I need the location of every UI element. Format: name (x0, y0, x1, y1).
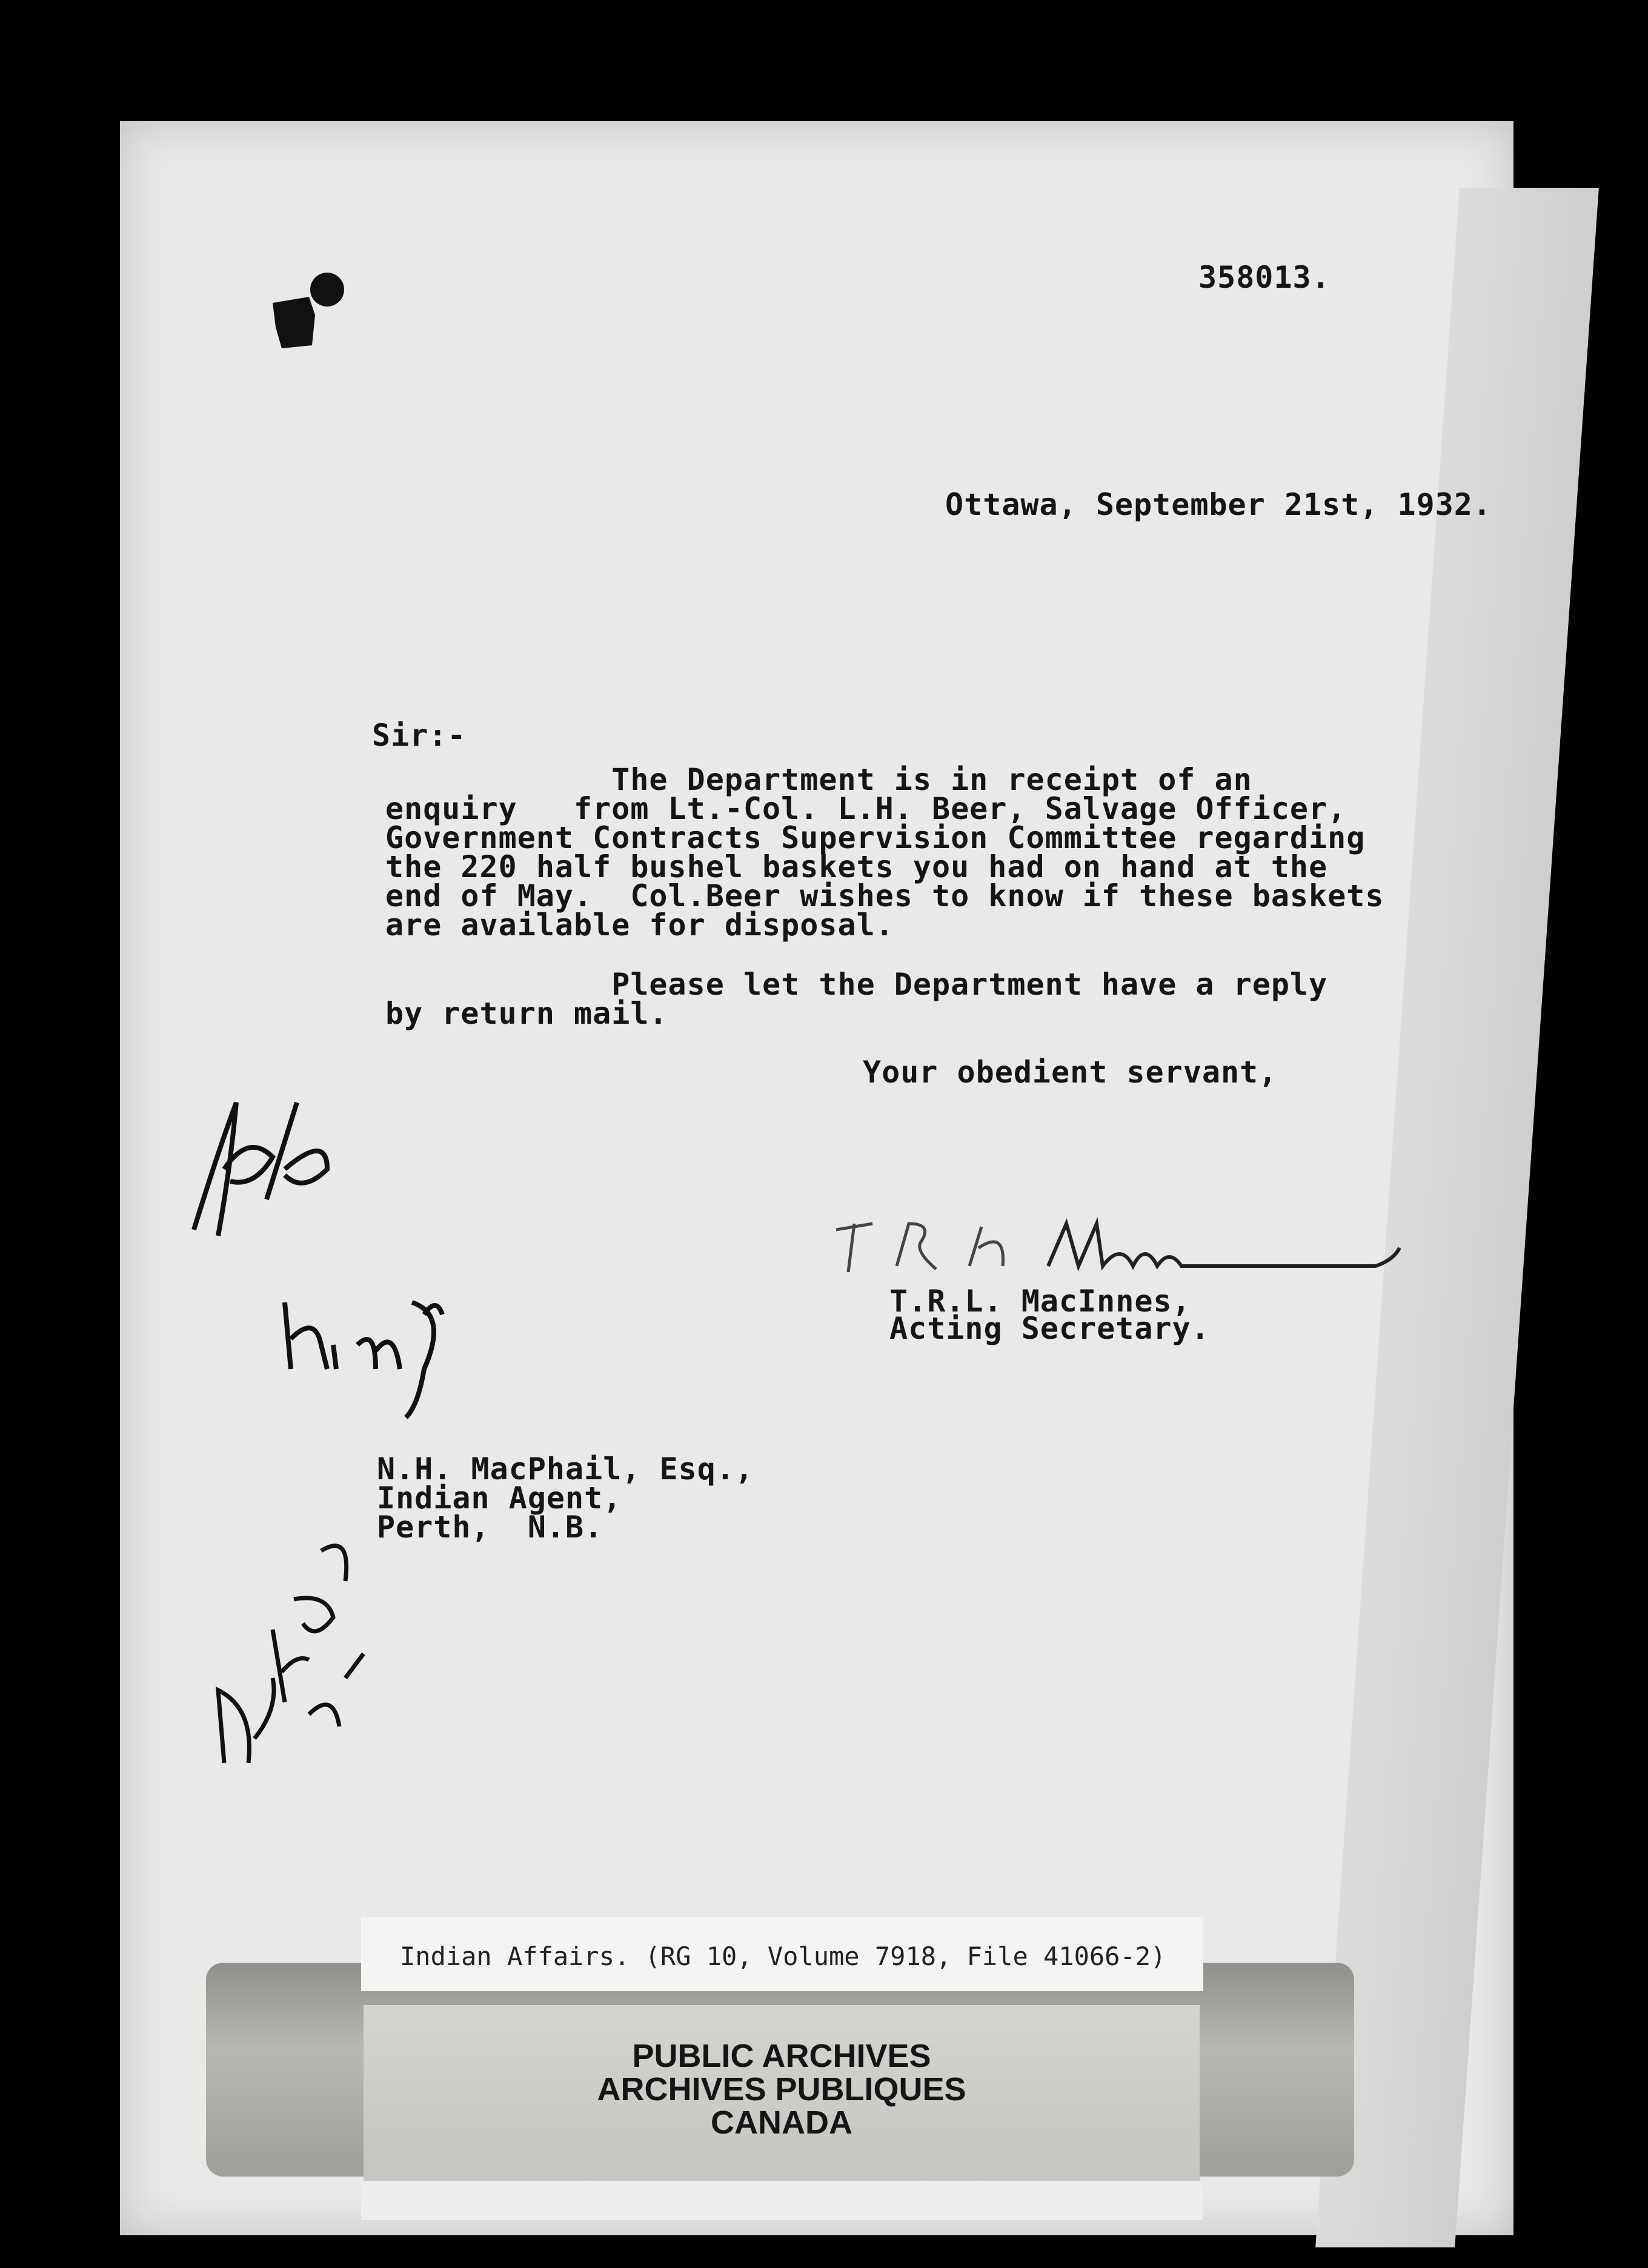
handwritten-margin-note (182, 1508, 382, 1781)
bottom-strip (361, 2181, 1203, 2220)
stamp-line: ARCHIVES PUBLIQUES (597, 2071, 966, 2107)
body-line: by return mail. (385, 996, 668, 1031)
handwritten-signature (830, 1205, 1424, 1290)
body-line: The Department is in receipt of an (385, 762, 1252, 797)
place-date: Ottawa, September 21st, 1932. (945, 487, 1492, 522)
handwritten-initials-kimp (273, 1290, 467, 1430)
handwritten-initials-nbd (182, 1078, 351, 1248)
body-line: Government Contracts Supervision Committee regarding (385, 820, 1366, 855)
address-line: N.H. MacPhail, Esq., (377, 1451, 754, 1487)
body-line: Please let the Department have a reply (385, 967, 1328, 1002)
signatory-name: T.R.L. MacInnes, (889, 1284, 1191, 1319)
archive-reference: Indian Affairs. (RG 10, Volume 7918, File 41066-2) (400, 1941, 1166, 1971)
address-line: Indian Agent, (377, 1480, 622, 1516)
ink-blot-mark (267, 267, 357, 363)
closing: Your obedient servant, (863, 1055, 1278, 1090)
stamp-line: PUBLIC ARCHIVES (632, 2038, 931, 2074)
body-line: enquiry from Lt.-Col. L.H. Beer, Salvage Officer, (385, 791, 1347, 826)
body-line: the 220 half bushel baskets you had on hand at the (385, 849, 1328, 884)
address-line: Perth, N.B. (377, 1510, 603, 1545)
stamp-line: CANADA (711, 2104, 852, 2141)
body-line: end of May. Col.Beer wishes to know if these baskets (385, 878, 1384, 913)
signatory-title: Acting Secretary. (889, 1311, 1210, 1346)
file-number: 358013. (1198, 260, 1331, 295)
body-line: are available for disposal. (385, 907, 894, 943)
salutation: Sir:- (372, 718, 467, 753)
